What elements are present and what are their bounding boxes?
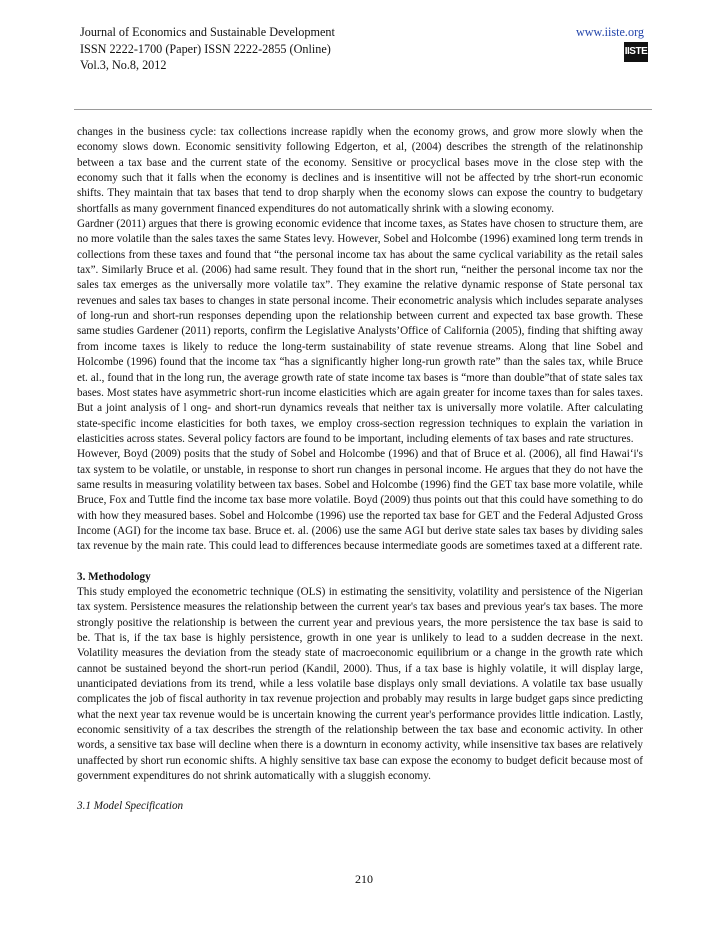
methodology-paragraph: This study employed the econometric technique (OLS) in estimating the sensitivity, volatility and persistence of the Nigerian tax system. Persistence measures the relationship between the current year's tax bases and previous year's tax bases. The more strongly positive the relationship is between the current year and previous years, the more persistence the tax base is said to be. That is, if the tax base is highly persistence, growth in one year is unlikely to lead to a sudden decrease in the next. Volatility measures the deviation from the steady state of macroeconomic equilibrium or a change in the growth rate which cannot be sustained beyond the short-run period (Kandil, 2000). Thus, if a tax base is highly volatile, it will display large, unanticipated deviations from its trend, while a less volatile base displays only small deviations. A volatile tax base usually complicates the job of fiscal authority in tax revenue projection and probably may results in large budget gaps since predicting what the next year tax revenue would be is uncertain knowing the current year's performance provides little indication. Lastly, economic sensitivity of a tax describes the strength of the relationship between the tax base and economic activity. In other words, a sensitive tax base will decline when there is a downturn in economy activity, while insensitive tax bases are relatively unaffected by short run economic shifts. A highly sensitive tax base can expose the economy to budget deficit because most of government expenditures do not shrink automatically with a sluggish economy. (77, 585, 643, 783)
subsection-gap (77, 784, 643, 799)
header-divider (74, 109, 652, 110)
section-gap (77, 555, 643, 570)
section-heading-methodology: 3. Methodology (77, 570, 151, 583)
journal-issn: ISSN 2222-1700 (Paper) ISSN 2222-2855 (Online) (80, 41, 331, 56)
journal-header (80, 24, 648, 74)
subsection-heading-model-specification: 3.1 Model Specification (77, 800, 184, 813)
journal-info (80, 24, 648, 74)
paragraph-1: changes in the business cycle: tax collections increase rapidly when the economy grows, and grow more slowly when the economy slows down. Economic sensitivity following Edgerton, et al, (2004) describes the strength of the relatinonship between a tax base and the current state of the economy. Sensitive or procyclical bases move in the close step with the economy such that it falls when the economy is declines and is insentitive will not be affected by trhe short-run economic shifts. They maintain that tax bases that tend to drop sharply when the economy slows can expose the country to budgetary shortfalls as many government financed expenditures do not automatically shrink with a slowing economy. (77, 126, 643, 215)
journal-volume: Vol.3, No.8, 2012 (80, 58, 167, 72)
journal-title: Journal of Economics and Sustainable Development (80, 25, 335, 39)
main-text (77, 125, 643, 815)
journal-url-link[interactable]: www.iiste.org (575, 25, 644, 39)
page-number: 210 (355, 872, 373, 886)
iiste-logo-icon: IISTE (624, 42, 648, 62)
paragraph-3: However, Boyd (2009) posits that the study of Sobel and Holcombe (1996) and that of Bruce et al. (2006), all find Hawai‘i's tax system to be volatile, or unstable, in response to short run changes in personal income. He argues that they do not have the same results in measuring volatility between tax bases. Sobel and Holcombe (1996) find the GET tax base more volatile, while Bruce, Fox and Tuttle find the income tax base more volatile. Boyd (2009) thus points out that this could have something to do with how they measured bases. Sobel and Holcombe (1996) use the reported tax base for GET and the Federal Adjusted Gross Income (AGI) for the income tax base. Bruce et. al. (2006) use the same AGI but derive state sales tax bases by dividing sales tax revenue by the main rate. This could lead to differences because intermediate goods are sometimes taxed at a different rate. (77, 448, 643, 553)
paragraph-2: Gardner (2011) argues that there is growing economic evidence that income taxes, as States have chosen to structure them, are no more volatile than the sales taxes the same States levy. However, Sobel and Holcombe (1996) examined long term trends in collections from these taxes and found that “the personal income tax has about the same cyclical variability as the retail sales tax”. Similarly Bruce et al. (2006) had same result. They found that in the short run, “neither the personal income tax nor the sales tax emerges as the universally more volatile tax”. They examine the relative dynamic response of State personal tax revenues and sales tax bases to changes in state personal income. Their econometric analysis which includes separate analyses of long-run and short-run responses depending upon the relationship between current and expected tax base growth. These same studies Gardener (2011) reports, confirm the Legislative Analysts’Office of California (2005), finding that shifting away from income taxes is likely to reduce the long-term sustainability of state revenue streams. Along that line Sobel and Holcombe (1996) found that the income tax “has a significantly higher long-run growth rate” than the sales tax, while Bruce et. al., found that in the long run, the average growth rate of state income tax bases is “more than double”that of state sales tax bases. Most states have asymmetric short-run income elasticities which are again greater for income taxes than for sales taxes. But a joint analysis of l ong- and short-run dynamics reveals that neither tax is universally more volatile. After calculating state-specific income elasticities for both taxes, we employ cross-section regression techniques to explain the variation in elasticities across states. Several policy factors are found to be important, including elements of tax bases and rate structures. (77, 218, 643, 445)
